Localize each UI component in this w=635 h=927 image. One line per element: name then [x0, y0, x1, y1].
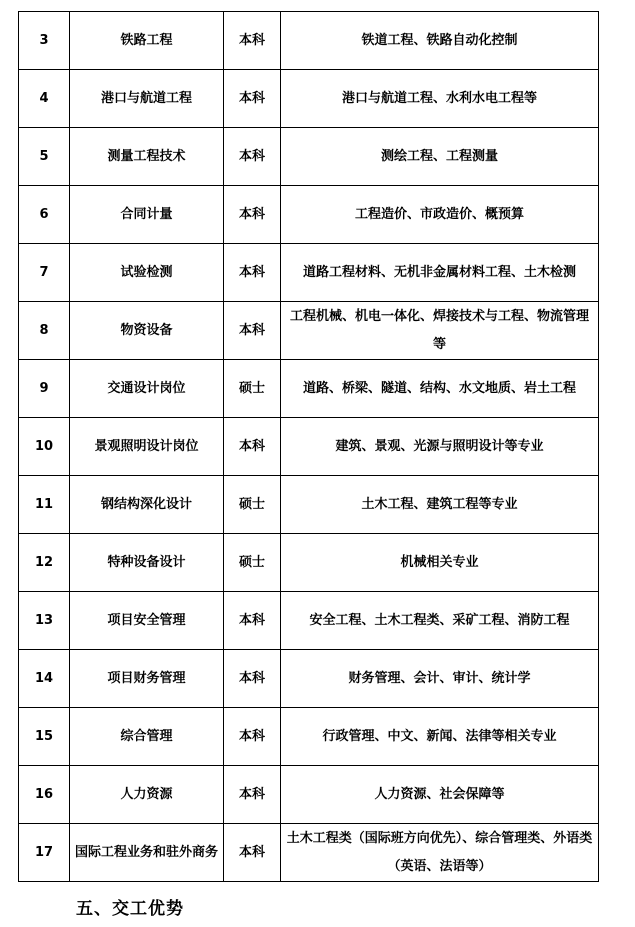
position-cell: 特种设备设计: [70, 534, 224, 592]
position-cell: 国际工程业务和驻外商务: [70, 824, 224, 882]
majors-cell: 铁道工程、铁路自动化控制: [281, 12, 599, 70]
row-number-cell: 12: [19, 534, 70, 592]
recruitment-table: [18, 11, 599, 882]
majors-cell: 道路工程材料、无机非金属材料工程、土木检测: [281, 244, 599, 302]
majors-cell: 人力资源、社会保障等: [281, 766, 599, 824]
degree-cell: 硕士: [224, 534, 281, 592]
position-cell: 合同计量: [70, 186, 224, 244]
row-number-cell: 5: [19, 128, 70, 186]
table-row: [19, 650, 599, 708]
position-cell: 项目安全管理: [70, 592, 224, 650]
row-number-cell: 11: [19, 476, 70, 534]
table-row: [19, 766, 599, 824]
degree-cell: 硕士: [224, 476, 281, 534]
majors-cell: 行政管理、中文、新闻、法律等相关专业: [281, 708, 599, 766]
position-cell: 物资设备: [70, 302, 224, 360]
majors-cell: 财务管理、会计、审计、统计学: [281, 650, 599, 708]
majors-cell: 安全工程、土木工程类、采矿工程、消防工程: [281, 592, 599, 650]
majors-cell: 土木工程、建筑工程等专业: [281, 476, 599, 534]
recruitment-table-body: [19, 12, 599, 882]
position-cell: 铁路工程: [70, 12, 224, 70]
majors-cell: 建筑、景观、光源与照明设计等专业: [281, 418, 599, 476]
row-number-cell: 8: [19, 302, 70, 360]
row-number-cell: 16: [19, 766, 70, 824]
table-row: [19, 302, 599, 360]
row-number-cell: 9: [19, 360, 70, 418]
table-row: [19, 128, 599, 186]
degree-cell: 本科: [224, 302, 281, 360]
degree-cell: 本科: [224, 650, 281, 708]
table-row: [19, 824, 599, 882]
degree-cell: 硕士: [224, 360, 281, 418]
majors-cell: 土木工程类（国际班方向优先）、综合管理类、外语类（英语、法语等）: [281, 824, 599, 882]
degree-cell: 本科: [224, 12, 281, 70]
table-row: [19, 592, 599, 650]
majors-cell: 测绘工程、工程测量: [281, 128, 599, 186]
degree-cell: 本科: [224, 128, 281, 186]
majors-cell: 工程机械、机电一体化、焊接技术与工程、物流管理等: [281, 302, 599, 360]
degree-cell: 本科: [224, 592, 281, 650]
position-cell: 试验检测: [70, 244, 224, 302]
position-cell: 人力资源: [70, 766, 224, 824]
row-number-cell: 4: [19, 70, 70, 128]
degree-cell: 本科: [224, 418, 281, 476]
degree-cell: 本科: [224, 186, 281, 244]
majors-cell: 工程造价、市政造价、概预算: [281, 186, 599, 244]
position-cell: 交通设计岗位: [70, 360, 224, 418]
row-number-cell: 13: [19, 592, 70, 650]
majors-cell: 道路、桥梁、隧道、结构、水文地质、岩土工程: [281, 360, 599, 418]
position-cell: 港口与航道工程: [70, 70, 224, 128]
position-cell: 钢结构深化设计: [70, 476, 224, 534]
majors-cell: 港口与航道工程、水利水电工程等: [281, 70, 599, 128]
table-row: [19, 244, 599, 302]
position-cell: 综合管理: [70, 708, 224, 766]
row-number-cell: 10: [19, 418, 70, 476]
position-cell: 项目财务管理: [70, 650, 224, 708]
row-number-cell: 3: [19, 12, 70, 70]
degree-cell: 本科: [224, 766, 281, 824]
degree-cell: 本科: [224, 708, 281, 766]
table-row: [19, 708, 599, 766]
row-number-cell: 14: [19, 650, 70, 708]
table-row: [19, 360, 599, 418]
table-row: [19, 70, 599, 128]
section-heading: 五、交工优势: [76, 899, 184, 919]
table-row: [19, 186, 599, 244]
table-row: [19, 534, 599, 592]
degree-cell: 本科: [224, 824, 281, 882]
degree-cell: 本科: [224, 70, 281, 128]
table-row: [19, 418, 599, 476]
position-cell: 景观照明设计岗位: [70, 418, 224, 476]
row-number-cell: 15: [19, 708, 70, 766]
table-row: [19, 476, 599, 534]
row-number-cell: 7: [19, 244, 70, 302]
row-number-cell: 17: [19, 824, 70, 882]
row-number-cell: 6: [19, 186, 70, 244]
majors-cell: 机械相关专业: [281, 534, 599, 592]
position-cell: 测量工程技术: [70, 128, 224, 186]
degree-cell: 本科: [224, 244, 281, 302]
table-row: [19, 12, 599, 70]
